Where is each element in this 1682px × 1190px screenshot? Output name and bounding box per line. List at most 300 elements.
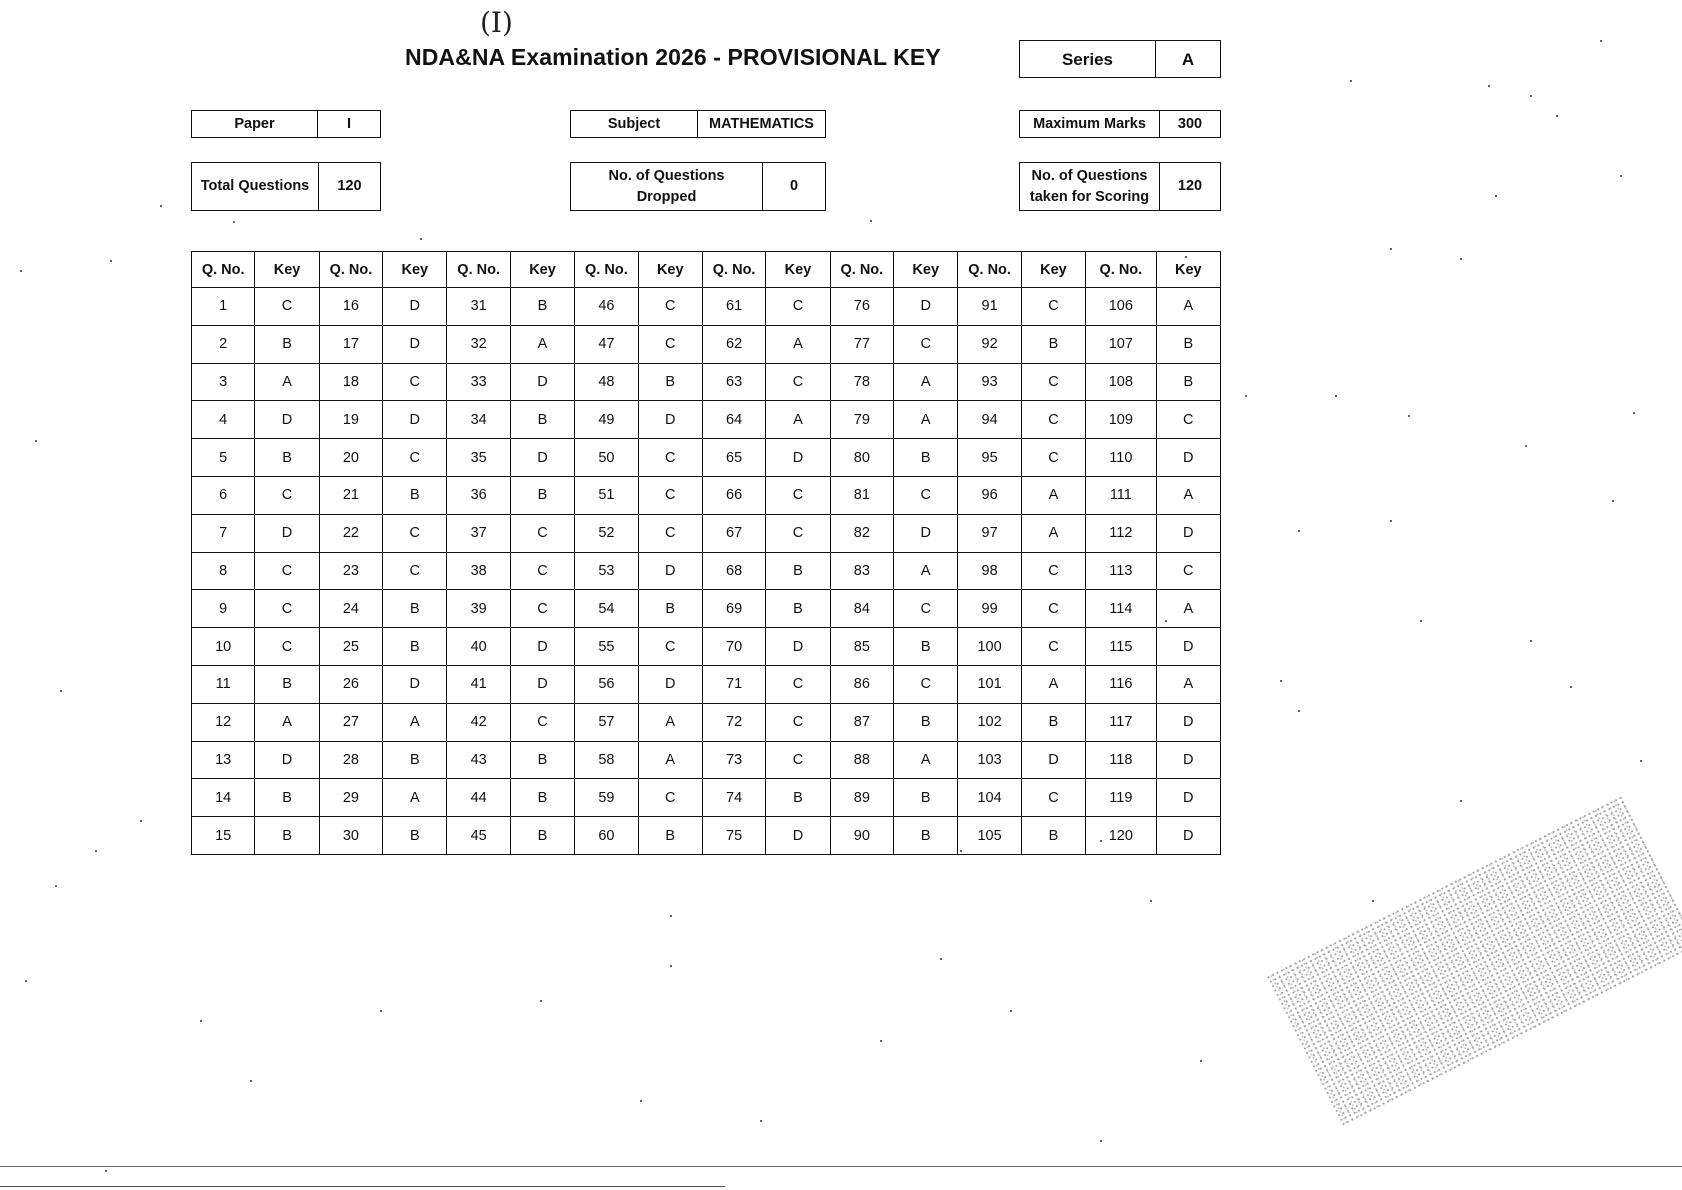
- answer-key: C: [1021, 401, 1085, 439]
- answer-key: C: [510, 703, 574, 741]
- answer-key: D: [510, 628, 574, 666]
- question-number: 103: [958, 741, 1021, 779]
- header-key: Key: [255, 252, 319, 288]
- answer-key: B: [255, 325, 319, 363]
- question-number: 48: [575, 363, 638, 401]
- answer-key: D: [1156, 703, 1220, 741]
- question-number: 35: [447, 439, 510, 477]
- answer-key: C: [766, 514, 830, 552]
- answer-key: B: [383, 741, 447, 779]
- scan-speck: [670, 915, 672, 917]
- answer-key: B: [894, 439, 958, 477]
- scan-speck: [540, 1000, 542, 1002]
- answer-key: C: [255, 628, 319, 666]
- question-number: 28: [319, 741, 382, 779]
- answer-key: C: [255, 552, 319, 590]
- question-number: 15: [192, 817, 255, 855]
- scan-speck: [35, 440, 37, 442]
- question-number: 78: [830, 363, 893, 401]
- answer-key: D: [766, 628, 830, 666]
- scan-speck: [1612, 500, 1614, 502]
- answer-key: B: [1021, 325, 1085, 363]
- answer-key: D: [894, 514, 958, 552]
- table-row: [192, 665, 1221, 703]
- answer-key: B: [766, 590, 830, 628]
- questions-dropped-label: [571, 163, 762, 210]
- scan-noise-patch: [1265, 794, 1682, 1127]
- answer-key: A: [894, 401, 958, 439]
- question-number: 75: [702, 817, 765, 855]
- scan-speck: [1556, 115, 1558, 117]
- question-number: 69: [702, 590, 765, 628]
- answer-key: C: [638, 476, 702, 514]
- answer-key: D: [510, 439, 574, 477]
- question-number: 92: [958, 325, 1021, 363]
- question-number: 114: [1086, 590, 1156, 628]
- header-qno: Q. No.: [1086, 252, 1156, 288]
- answer-key: D: [638, 401, 702, 439]
- scan-speck: [1530, 640, 1532, 642]
- answer-key: A: [894, 363, 958, 401]
- table-row: [192, 552, 1221, 590]
- question-number: 33: [447, 363, 510, 401]
- maximum-marks-label: Maximum Marks: [1033, 115, 1146, 132]
- question-number: 80: [830, 439, 893, 477]
- answer-key: B: [510, 779, 574, 817]
- question-number: 58: [575, 741, 638, 779]
- questions-dropped-value: 0: [762, 163, 825, 210]
- question-number: 89: [830, 779, 893, 817]
- scan-speck: [55, 885, 57, 887]
- header-qno: Q. No.: [958, 252, 1021, 288]
- answer-key: C: [383, 439, 447, 477]
- table-row: [192, 590, 1221, 628]
- header-key: Key: [383, 252, 447, 288]
- answer-key: D: [638, 665, 702, 703]
- header-key: Key: [766, 252, 830, 288]
- question-number: 7: [192, 514, 255, 552]
- answer-key: A: [1021, 476, 1085, 514]
- scan-speck: [1620, 175, 1622, 177]
- question-number: 3: [192, 363, 255, 401]
- question-number: 11: [192, 665, 255, 703]
- questions-scored-label-line1: No. of Questions: [1031, 167, 1148, 184]
- answer-key: B: [255, 817, 319, 855]
- questions-scored-label-line2: taken for Scoring: [1029, 188, 1150, 205]
- scan-speck: [1488, 85, 1490, 87]
- subject-box: [570, 110, 826, 138]
- table-row: [192, 401, 1221, 439]
- scan-speck: [880, 1040, 882, 1042]
- answer-key: C: [638, 779, 702, 817]
- answer-key: B: [510, 741, 574, 779]
- question-number: 76: [830, 288, 893, 326]
- question-number: 61: [702, 288, 765, 326]
- question-number: 84: [830, 590, 893, 628]
- question-number: 119: [1086, 779, 1156, 817]
- question-number: 120: [1086, 817, 1156, 855]
- answer-key: C: [1156, 552, 1220, 590]
- answer-key: A: [638, 741, 702, 779]
- header-qno: Q. No.: [192, 252, 255, 288]
- question-number: 74: [702, 779, 765, 817]
- answer-key: D: [383, 665, 447, 703]
- question-number: 62: [702, 325, 765, 363]
- scan-speck: [1408, 415, 1410, 417]
- question-number: 66: [702, 476, 765, 514]
- answer-key: B: [1021, 703, 1085, 741]
- answer-key: B: [383, 476, 447, 514]
- question-number: 50: [575, 439, 638, 477]
- answer-key: A: [766, 401, 830, 439]
- answer-key: D: [1156, 514, 1220, 552]
- question-number: 12: [192, 703, 255, 741]
- header-key: Key: [894, 252, 958, 288]
- question-number: 110: [1086, 439, 1156, 477]
- scan-speck: [1633, 412, 1635, 414]
- answer-key: C: [894, 476, 958, 514]
- answer-key: A: [894, 741, 958, 779]
- scan-speck: [1100, 840, 1102, 842]
- scan-speck: [1372, 900, 1374, 902]
- answer-key: C: [638, 628, 702, 666]
- question-number: 111: [1086, 476, 1156, 514]
- table-row: [192, 363, 1221, 401]
- header-qno: Q. No.: [575, 252, 638, 288]
- question-number: 67: [702, 514, 765, 552]
- answer-key: D: [638, 552, 702, 590]
- question-number: 68: [702, 552, 765, 590]
- question-number: 83: [830, 552, 893, 590]
- questions-scored-box: [1019, 162, 1221, 211]
- question-number: 91: [958, 288, 1021, 326]
- question-number: 57: [575, 703, 638, 741]
- answer-key: C: [894, 325, 958, 363]
- question-number: 70: [702, 628, 765, 666]
- answer-key: C: [1021, 552, 1085, 590]
- answer-key: D: [383, 401, 447, 439]
- scan-edge-line-lower: [0, 1186, 725, 1187]
- question-number: 113: [1086, 552, 1156, 590]
- questions-dropped-label-line1: No. of Questions: [608, 167, 725, 184]
- question-number: 71: [702, 665, 765, 703]
- answer-key: B: [510, 817, 574, 855]
- scan-speck: [250, 1080, 252, 1082]
- series-value: A: [1155, 41, 1220, 77]
- question-number: 63: [702, 363, 765, 401]
- answer-key: C: [510, 590, 574, 628]
- header-key: Key: [1021, 252, 1085, 288]
- header-qno: Q. No.: [702, 252, 765, 288]
- answer-key: A: [1156, 665, 1220, 703]
- questions-dropped-box: [570, 162, 826, 211]
- question-number: 96: [958, 476, 1021, 514]
- answer-key: C: [766, 703, 830, 741]
- scan-speck: [1600, 40, 1602, 42]
- answer-key: B: [255, 665, 319, 703]
- question-number: 41: [447, 665, 510, 703]
- question-number: 17: [319, 325, 382, 363]
- scan-speck: [1185, 256, 1187, 258]
- question-number: 19: [319, 401, 382, 439]
- question-number: 99: [958, 590, 1021, 628]
- question-number: 94: [958, 401, 1021, 439]
- question-number: 59: [575, 779, 638, 817]
- table-row: [192, 779, 1221, 817]
- answer-key: A: [766, 325, 830, 363]
- question-number: 42: [447, 703, 510, 741]
- answer-key: A: [1021, 514, 1085, 552]
- answer-key: D: [510, 665, 574, 703]
- scan-speck: [420, 238, 422, 240]
- scan-speck: [1100, 1140, 1102, 1142]
- answer-key: B: [766, 779, 830, 817]
- answer-key: B: [1156, 325, 1220, 363]
- question-number: 39: [447, 590, 510, 628]
- answer-key: B: [510, 288, 574, 326]
- question-number: 31: [447, 288, 510, 326]
- answer-key: A: [510, 325, 574, 363]
- answer-key: B: [638, 817, 702, 855]
- answer-key: C: [766, 741, 830, 779]
- table-row: [192, 476, 1221, 514]
- scan-speck: [1570, 686, 1572, 688]
- scan-speck: [870, 220, 872, 222]
- paper-value: I: [317, 111, 380, 137]
- answer-key: D: [255, 741, 319, 779]
- answer-key: C: [255, 590, 319, 628]
- question-number: 109: [1086, 401, 1156, 439]
- scan-speck: [1165, 620, 1167, 622]
- answer-key: D: [1021, 741, 1085, 779]
- question-number: 4: [192, 401, 255, 439]
- question-number: 93: [958, 363, 1021, 401]
- question-number: 51: [575, 476, 638, 514]
- question-number: 88: [830, 741, 893, 779]
- answer-key-header-row: [192, 252, 1221, 288]
- table-row: [192, 514, 1221, 552]
- scan-speck: [25, 980, 27, 982]
- question-number: 32: [447, 325, 510, 363]
- scan-speck: [233, 221, 235, 223]
- scan-speck: [140, 820, 142, 822]
- answer-key: C: [383, 552, 447, 590]
- question-number: 100: [958, 628, 1021, 666]
- question-number: 22: [319, 514, 382, 552]
- answer-key: C: [894, 590, 958, 628]
- maximum-marks-value: 300: [1159, 111, 1220, 137]
- scan-speck: [940, 958, 942, 960]
- answer-key: B: [1156, 363, 1220, 401]
- answer-key: C: [766, 288, 830, 326]
- question-number: 85: [830, 628, 893, 666]
- table-row: [192, 439, 1221, 477]
- question-number: 90: [830, 817, 893, 855]
- scan-speck: [1200, 1060, 1202, 1062]
- paper-box: [191, 110, 381, 138]
- scan-speck: [1640, 760, 1642, 762]
- question-number: 29: [319, 779, 382, 817]
- scan-speck: [1298, 710, 1300, 712]
- answer-key: C: [638, 514, 702, 552]
- question-number: 55: [575, 628, 638, 666]
- question-number: 77: [830, 325, 893, 363]
- question-number: 5: [192, 439, 255, 477]
- question-number: 106: [1086, 288, 1156, 326]
- scan-edge-line: [0, 1166, 1682, 1167]
- paper-label: Paper: [234, 115, 275, 132]
- question-number: 44: [447, 779, 510, 817]
- answer-key: C: [638, 325, 702, 363]
- question-number: 102: [958, 703, 1021, 741]
- question-number: 20: [319, 439, 382, 477]
- answer-key: C: [766, 476, 830, 514]
- header-qno: Q. No.: [447, 252, 510, 288]
- answer-key: A: [1156, 476, 1220, 514]
- header-qno: Q. No.: [319, 252, 382, 288]
- table-row: [192, 288, 1221, 326]
- answer-key: D: [766, 817, 830, 855]
- answer-key: D: [1156, 817, 1220, 855]
- scan-speck: [960, 850, 962, 852]
- header-key: Key: [1156, 252, 1220, 288]
- scan-speck: [1350, 80, 1352, 82]
- answer-key: C: [766, 665, 830, 703]
- maximum-marks-box: [1019, 110, 1221, 138]
- scan-speck: [110, 260, 112, 262]
- scan-speck: [1280, 680, 1282, 682]
- answer-key: C: [1021, 590, 1085, 628]
- answer-key: C: [383, 514, 447, 552]
- question-number: 26: [319, 665, 382, 703]
- question-number: 38: [447, 552, 510, 590]
- answer-key: C: [510, 514, 574, 552]
- question-number: 82: [830, 514, 893, 552]
- question-number: 2: [192, 325, 255, 363]
- answer-key: A: [1021, 665, 1085, 703]
- scan-speck: [760, 1120, 762, 1122]
- question-number: 115: [1086, 628, 1156, 666]
- answer-key: D: [1156, 741, 1220, 779]
- question-number: 105: [958, 817, 1021, 855]
- question-number: 65: [702, 439, 765, 477]
- questions-scored-label: [1020, 163, 1159, 210]
- question-number: 24: [319, 590, 382, 628]
- total-questions-value: 120: [318, 163, 380, 210]
- question-number: 43: [447, 741, 510, 779]
- questions-scored-value: 120: [1159, 163, 1220, 210]
- answer-key: B: [894, 703, 958, 741]
- scan-speck: [1525, 445, 1527, 447]
- answer-key: B: [894, 779, 958, 817]
- answer-key: B: [383, 628, 447, 666]
- question-number: 16: [319, 288, 382, 326]
- table-row: [192, 817, 1221, 855]
- answer-key: D: [383, 288, 447, 326]
- table-row: [192, 741, 1221, 779]
- question-number: 37: [447, 514, 510, 552]
- question-number: 34: [447, 401, 510, 439]
- question-number: 21: [319, 476, 382, 514]
- answer-key: B: [638, 590, 702, 628]
- answer-key: C: [383, 363, 447, 401]
- answer-key: D: [255, 514, 319, 552]
- subject-value: MATHEMATICS: [697, 111, 825, 137]
- scan-speck: [1420, 620, 1422, 622]
- handwritten-paper-mark: (I): [480, 6, 513, 39]
- question-number: 45: [447, 817, 510, 855]
- question-number: 97: [958, 514, 1021, 552]
- question-number: 95: [958, 439, 1021, 477]
- question-number: 9: [192, 590, 255, 628]
- answer-key: B: [383, 590, 447, 628]
- answer-key: B: [1021, 817, 1085, 855]
- question-number: 72: [702, 703, 765, 741]
- question-number: 107: [1086, 325, 1156, 363]
- question-number: 1: [192, 288, 255, 326]
- answer-key: A: [383, 703, 447, 741]
- question-number: 98: [958, 552, 1021, 590]
- answer-key: B: [383, 817, 447, 855]
- question-number: 118: [1086, 741, 1156, 779]
- answer-key: C: [894, 665, 958, 703]
- answer-key: A: [1156, 288, 1220, 326]
- scan-speck: [200, 1020, 202, 1022]
- question-number: 14: [192, 779, 255, 817]
- answer-key: D: [1156, 439, 1220, 477]
- scan-speck: [1495, 195, 1497, 197]
- subject-label: Subject: [607, 115, 661, 132]
- question-number: 40: [447, 628, 510, 666]
- scan-speck: [1150, 900, 1152, 902]
- table-row: [192, 703, 1221, 741]
- question-number: 47: [575, 325, 638, 363]
- scan-speck: [1245, 395, 1247, 397]
- scan-speck: [1460, 258, 1462, 260]
- answer-key: C: [1021, 363, 1085, 401]
- scan-speck: [640, 1100, 642, 1102]
- question-number: 49: [575, 401, 638, 439]
- answer-key: B: [510, 476, 574, 514]
- question-number: 116: [1086, 665, 1156, 703]
- header-qno: Q. No.: [830, 252, 893, 288]
- answer-key: C: [255, 288, 319, 326]
- answer-key: B: [255, 439, 319, 477]
- table-row: [192, 628, 1221, 666]
- page-title: NDA&NA Examination 2026 - PROVISIONAL KEY: [405, 44, 941, 70]
- scan-speck: [670, 965, 672, 967]
- questions-dropped-label-line2: Dropped: [636, 188, 697, 205]
- question-number: 117: [1086, 703, 1156, 741]
- answer-key: B: [894, 817, 958, 855]
- answer-key: C: [638, 288, 702, 326]
- question-number: 27: [319, 703, 382, 741]
- question-number: 52: [575, 514, 638, 552]
- answer-key: D: [255, 401, 319, 439]
- question-number: 46: [575, 288, 638, 326]
- answer-key: C: [1021, 628, 1085, 666]
- answer-key: C: [255, 476, 319, 514]
- scan-speck: [1390, 520, 1392, 522]
- scan-speck: [1335, 395, 1337, 397]
- question-number: 104: [958, 779, 1021, 817]
- question-number: 73: [702, 741, 765, 779]
- total-questions-label: Total Questions: [200, 178, 310, 194]
- scan-speck: [1298, 530, 1300, 532]
- series-label: Series: [1061, 49, 1114, 69]
- answer-key: C: [638, 439, 702, 477]
- scan-speck: [60, 690, 62, 692]
